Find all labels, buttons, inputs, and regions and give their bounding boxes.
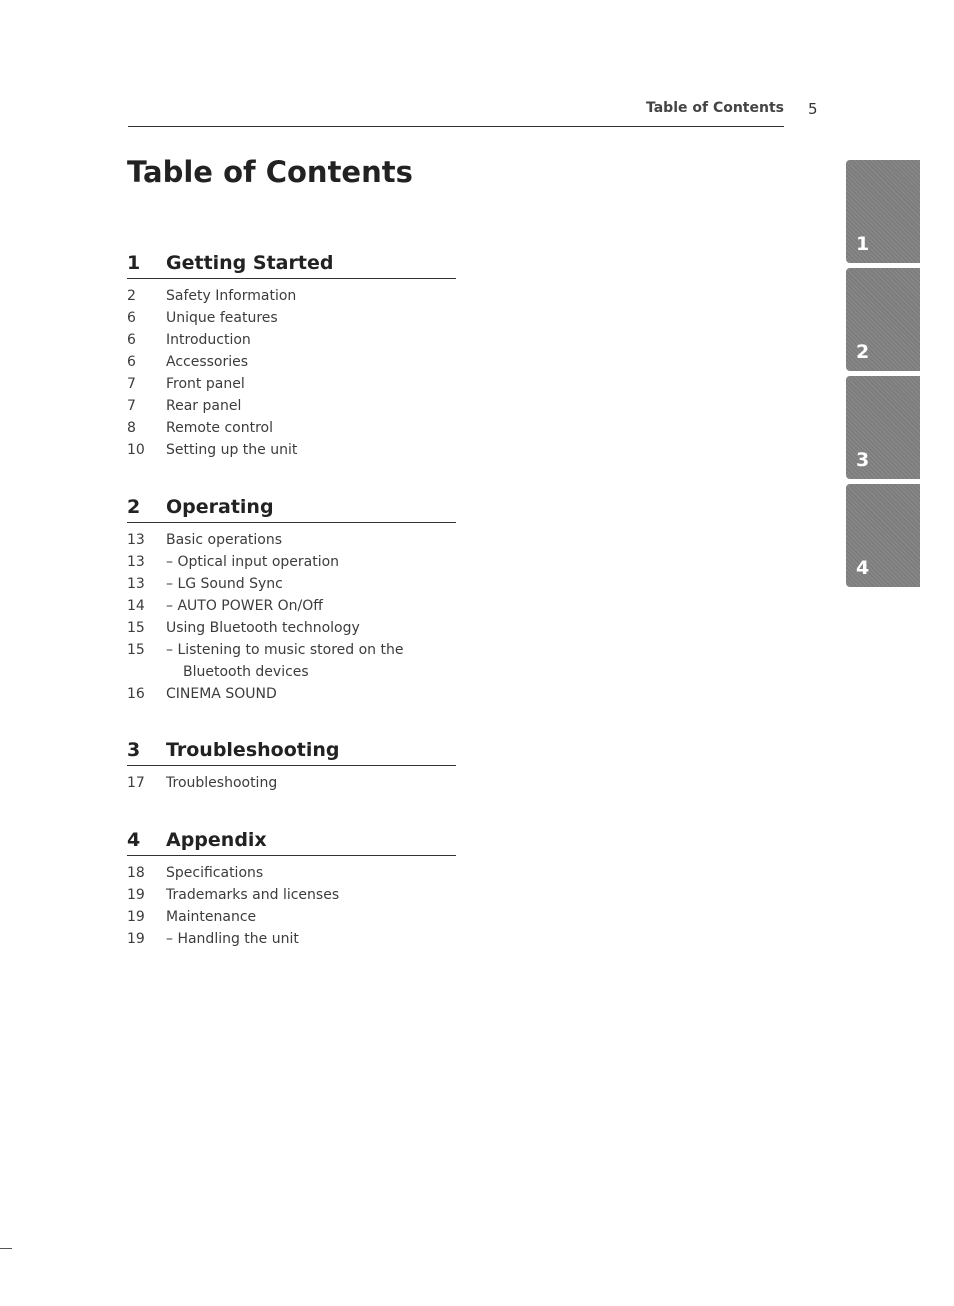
- entry-page: 13: [127, 576, 145, 592]
- entry-page: 19: [127, 909, 145, 925]
- crop-mark: [0, 1248, 12, 1249]
- entry-text: CINEMA SOUND: [166, 686, 277, 702]
- entry-page: 8: [127, 420, 136, 436]
- entry-page: 15: [127, 620, 145, 636]
- entry-text: Remote control: [166, 420, 273, 436]
- toc-section-troubleshooting: [127, 739, 456, 795]
- section-heading[interactable]: [127, 496, 456, 523]
- toc-entry[interactable]: [127, 596, 456, 618]
- entry-text: Unique features: [166, 310, 278, 326]
- entry-page: 17: [127, 775, 145, 791]
- toc-entry[interactable]: [127, 396, 456, 418]
- entry-text: Specifications: [166, 865, 264, 881]
- entry-page: 2: [127, 288, 136, 304]
- entry-text: Trademarks and licenses: [166, 887, 340, 903]
- page-title: Table of Contents: [127, 155, 413, 189]
- entry-text: Safety Information: [166, 288, 297, 304]
- entry-text: Using Bluetooth technology: [166, 620, 360, 636]
- entry-page: 6: [127, 354, 136, 370]
- running-header: [128, 100, 784, 127]
- entry-text: Setting up the unit: [166, 442, 298, 458]
- entry-text: Maintenance: [166, 909, 257, 925]
- toc-entry[interactable]: [127, 330, 456, 352]
- entry-text: Bluetooth devices: [183, 664, 309, 680]
- toc-entry[interactable]: [127, 618, 456, 640]
- section-heading[interactable]: [127, 739, 456, 766]
- entry-text: – Listening to music stored on the: [166, 642, 404, 658]
- toc-section-operating: [127, 496, 456, 706]
- entry-page: 16: [127, 686, 145, 702]
- entry-page: 14: [127, 598, 145, 614]
- chapter-tab-number: 4: [856, 557, 870, 579]
- chapter-tab-4[interactable]: [846, 484, 920, 587]
- entry-text: Accessories: [166, 354, 249, 370]
- toc-entry[interactable]: [127, 440, 456, 462]
- entry-page: 6: [127, 310, 136, 326]
- entry-page: 19: [127, 887, 145, 903]
- entry-text: – Optical input operation: [166, 554, 340, 570]
- entry-text: Rear panel: [166, 398, 242, 414]
- section-title: Operating: [166, 496, 274, 518]
- toc-entry[interactable]: [127, 907, 456, 929]
- toc-entry[interactable]: [127, 640, 456, 662]
- page-number: 5: [808, 100, 818, 118]
- entry-text: Front panel: [166, 376, 245, 392]
- toc-entry[interactable]: [127, 929, 456, 951]
- toc-entry[interactable]: [127, 374, 456, 396]
- entry-page: 7: [127, 376, 136, 392]
- entry-page: 18: [127, 865, 145, 881]
- toc-entry[interactable]: [127, 574, 456, 596]
- chapter-tab-2[interactable]: [846, 268, 920, 371]
- section-title: Appendix: [166, 829, 267, 851]
- toc-section-appendix: [127, 829, 456, 951]
- entry-text: Basic operations: [166, 532, 283, 548]
- toc-entry[interactable]: [127, 684, 456, 706]
- section-title: Troubleshooting: [166, 739, 340, 761]
- chapter-tab-3[interactable]: [846, 376, 920, 479]
- section-title: Getting Started: [166, 252, 334, 274]
- toc-entry[interactable]: [127, 308, 456, 330]
- entry-text: – LG Sound Sync: [166, 576, 283, 592]
- chapter-tab-number: 2: [856, 341, 870, 363]
- toc-entry[interactable]: [127, 286, 456, 308]
- entry-text: – Handling the unit: [166, 931, 299, 947]
- entry-page: 15: [127, 642, 145, 658]
- entry-text: Introduction: [166, 332, 251, 348]
- section-number: 1: [127, 252, 141, 274]
- entry-page: 13: [127, 532, 145, 548]
- toc-entry[interactable]: [127, 885, 456, 907]
- toc-entry[interactable]: [127, 418, 456, 440]
- section-heading[interactable]: [127, 252, 456, 279]
- toc-entry[interactable]: [127, 773, 456, 795]
- toc-entry[interactable]: [127, 530, 456, 552]
- toc-entry[interactable]: [127, 863, 456, 885]
- section-number: 4: [127, 829, 141, 851]
- entry-page: 6: [127, 332, 136, 348]
- entry-text: – AUTO POWER On/Off: [166, 598, 323, 614]
- entry-page: 13: [127, 554, 145, 570]
- section-number: 3: [127, 739, 141, 761]
- chapter-tab-1[interactable]: [846, 160, 920, 263]
- toc-entry[interactable]: [127, 352, 456, 374]
- section-number: 2: [127, 496, 141, 518]
- toc-section-getting-started: [127, 252, 456, 462]
- entry-page: 10: [127, 442, 145, 458]
- entry-page: 7: [127, 398, 136, 414]
- chapter-tab-number: 1: [856, 233, 870, 255]
- entry-text: Troubleshooting: [166, 775, 278, 791]
- running-header-title: Table of Contents: [645, 100, 784, 116]
- section-heading[interactable]: [127, 829, 456, 856]
- toc-entry[interactable]: [127, 552, 456, 574]
- toc-entry-continuation[interactable]: [127, 662, 456, 684]
- entry-page: 19: [127, 931, 145, 947]
- chapter-tab-number: 3: [856, 449, 870, 471]
